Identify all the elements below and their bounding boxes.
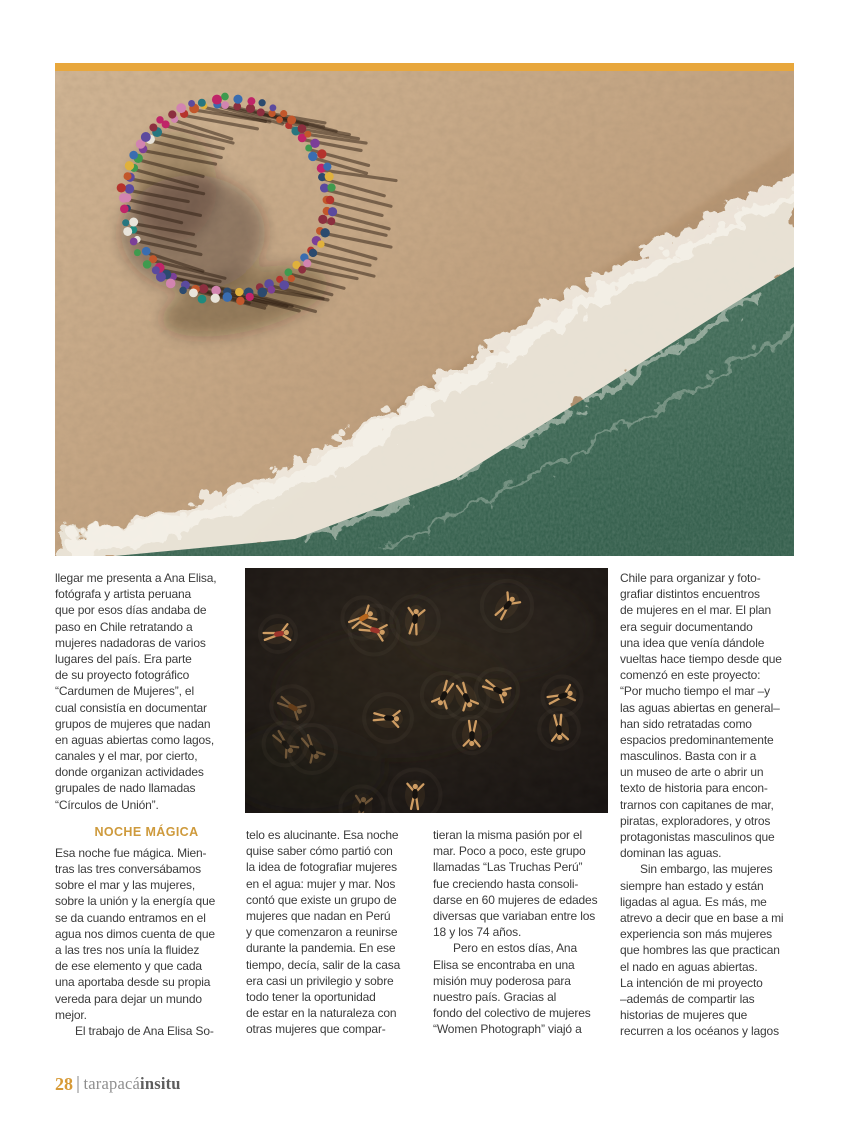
text-column-1: [55, 570, 238, 1039]
text-line: siempre han estado y están: [620, 878, 764, 893]
text-column-3: [433, 827, 611, 1037]
text-line: mujeres que nadan en Perú: [246, 908, 391, 923]
inset-photo-swimmers: [245, 568, 608, 813]
text-line: Pero en estos días, Ana: [453, 941, 577, 956]
text-line: que hombres las que practican: [620, 943, 780, 958]
text-line: tieran la misma pasión por el: [433, 828, 583, 842]
text-line: durante la pandemia. En ese: [246, 941, 396, 956]
text-line: Esa noche fue mágica. Mien-: [55, 845, 207, 860]
text-line: a las tres nos unía la fluidez: [55, 942, 200, 957]
text-line: grupos de mujeres que nadan: [55, 716, 211, 731]
text-line: telo es alucinante. Esa noche: [246, 828, 399, 842]
text-line: darse en 60 mujeres de edades: [433, 892, 598, 907]
text-line: de su proyecto fotográfico: [55, 668, 190, 683]
text-line: de ese elemento y que cada: [55, 959, 202, 974]
text-line: paso en Chile retratando a: [55, 619, 193, 634]
text-line: era seguir documentando: [620, 619, 753, 634]
text-line: 18 y los 74 años.: [433, 925, 522, 940]
text-line: han sido retratadas como: [620, 716, 752, 731]
brand-bold: insitu: [140, 1074, 181, 1093]
text-line: masculinos. Basta con ir a: [620, 749, 757, 764]
text-line: tras las tres conversábamos: [55, 862, 202, 876]
text-line: grupales de nado llamadas: [55, 781, 196, 796]
text-line: nuestro país. Gracias al: [433, 989, 557, 1004]
text-line: el nado en aguas abiertas.: [620, 959, 758, 974]
text-line: una idea que venía dándole: [620, 635, 765, 650]
text-line: otras mujeres que compar-: [246, 1022, 386, 1037]
text-line: llegar me presenta a Ana Elisa,: [55, 571, 217, 585]
text-line: El trabajo de Ana Elisa So-: [75, 1023, 214, 1038]
top-accent-bar: [55, 63, 794, 71]
text-line: protagonistas masculinos que: [620, 830, 775, 844]
text-line: espacios predominantemente: [620, 732, 774, 747]
swimmers-photo-illustration: [245, 568, 608, 813]
text-line: la idea de fotografiar mujeres: [246, 860, 397, 875]
text-line: La intención de mi proyecto: [620, 975, 763, 990]
text-line: las aguas abiertas en general–: [620, 700, 780, 715]
text-line: grafiar distintos encuentros: [620, 587, 760, 602]
text-line: contó que existe un grupo de: [246, 892, 397, 907]
text-line: mar. Poco a poco, este grupo: [433, 844, 586, 859]
text-line: atrevo a decir que en base a mi: [620, 910, 784, 925]
text-line: “Cardumen de Mujeres”, el: [55, 684, 194, 699]
text-line: y que comenzaron a reunirse: [246, 925, 398, 940]
text-line: dominan las aguas.: [620, 846, 722, 861]
text-line: “Women Photograph” viajó a: [433, 1022, 582, 1037]
paragraph: [246, 827, 424, 1037]
text-line: texto de historia para encon-: [620, 781, 768, 796]
brand-light: tarapacá: [83, 1074, 141, 1093]
text-line: mujeres nadadoras de varios: [55, 635, 206, 650]
text-line: de estar en la naturaleza con: [246, 1006, 397, 1021]
page-footer: [55, 1072, 181, 1096]
text-line: un museo de arte o abrir un: [620, 765, 764, 780]
text-line: vueltas hace tiempo desde que: [620, 651, 782, 666]
text-line: llamadas “Las Truchas Perú”: [433, 860, 583, 875]
beach-photo-illustration: [55, 71, 794, 556]
text-line: agua nos dimos cuenta de que: [55, 926, 215, 941]
text-line: Sin embargo, las mujeres: [640, 862, 773, 877]
text-line: todo tener la oportunidad: [246, 989, 376, 1004]
text-line: “Círculos de Unión”.: [55, 797, 159, 812]
text-line: donde organizan actividades: [55, 765, 204, 780]
text-line: mejor.: [55, 1007, 87, 1022]
text-line: comenzó en este proyecto:: [620, 668, 761, 683]
text-line: era casi un privilegio y sobre: [246, 973, 394, 988]
text-line: fue creciendo hasta consoli-: [433, 876, 579, 891]
text-line: en aguas abiertas como lagos,: [55, 732, 215, 747]
text-line: misión muy poderosa para: [433, 973, 571, 988]
text-line: se da cuando entramos en el: [55, 910, 206, 925]
text-line: cual consistía en documentar: [55, 700, 207, 715]
text-line: sobre el mar y las mujeres,: [55, 878, 195, 893]
text-line: piratas, exploradores, y otros: [620, 813, 771, 828]
text-line: canales y el mar, por cierto,: [55, 749, 198, 764]
paragraph: [55, 570, 238, 813]
text-line: en el agua: mujer y mar. Nos: [246, 876, 396, 891]
text-line: trarnos con capitanes de mar,: [620, 797, 774, 812]
text-column-2: [246, 827, 424, 1037]
text-line: tiempo, decía, salir de la casa: [246, 957, 401, 972]
text-line: recurren a los océanos y lagos: [620, 1024, 779, 1039]
page-number: 28: [55, 1073, 73, 1094]
text-line: de mujeres en el mar. El plan: [620, 603, 772, 618]
text-line: –además de compartir las: [620, 991, 755, 1006]
text-line: diversas que variaban entre los: [433, 908, 596, 923]
text-line: Elisa se encontraba en una: [433, 957, 575, 972]
text-line: sobre la unión y la energía que: [55, 894, 216, 909]
text-line: historias de mujeres que: [620, 1008, 748, 1023]
section-heading-noche-magica: NOCHE MÁGICA: [94, 824, 199, 839]
magazine-brand: [84, 1074, 181, 1094]
text-line: Chile para organizar y foto-: [620, 571, 761, 585]
text-column-4: [620, 570, 798, 1039]
text-line: “Por mucho tiempo el mar –y: [620, 684, 771, 699]
paragraph: [620, 570, 798, 1039]
text-line: fotógrafa y artista peruana: [55, 587, 192, 602]
paragraph: [433, 827, 611, 1037]
text-line: experiencia son más mujeres: [620, 927, 773, 942]
paragraph: [55, 845, 238, 1039]
text-line: que por esos días andaba de: [55, 603, 207, 618]
text-line: quise saber cómo partió con: [246, 844, 393, 859]
text-line: lugares del país. Era parte: [55, 651, 192, 666]
text-line: una aportaba desde su propia: [55, 975, 211, 990]
main-photo-aerial-beach-circle: [55, 71, 794, 556]
footer-separator: [77, 1076, 79, 1093]
text-line: fondo del colectivo de mujeres: [433, 1006, 591, 1021]
text-line: ligadas al agua. Es más, me: [620, 894, 767, 909]
text-line: vereda para dejar un mundo: [55, 991, 202, 1006]
